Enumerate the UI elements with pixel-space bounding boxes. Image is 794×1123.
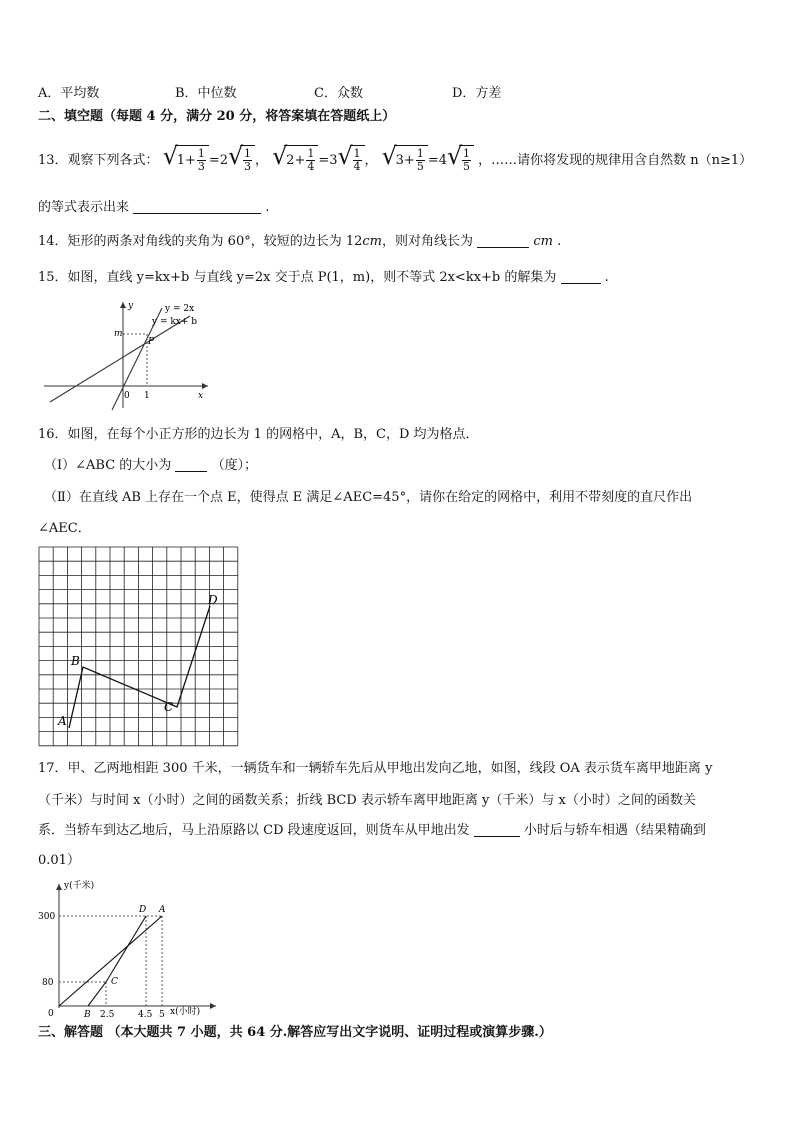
label-0: 0	[48, 1009, 54, 1019]
grid-label-c: C	[164, 700, 174, 714]
q17-answer-blank[interactable]	[474, 822, 520, 837]
q13-formula-2b: √ $\frac{1}{4}$	[338, 145, 365, 176]
label-y2x: y = 2x	[165, 304, 195, 314]
q14-text: 14．矩形的两条对角线的夹角为 60°，较短的边长为 12	[38, 234, 363, 249]
option-a: A．平均数	[38, 86, 100, 101]
label-y: y(千米)	[64, 881, 95, 891]
q17-line3b: 小时后与轿车相遇（结果精确到	[523, 823, 706, 838]
q17-line1: 17．甲、乙两地相距 300 千米，一辆货车和一辆轿车先后从甲地出发向乙地，如图，线段 OA 表示货车离甲地距离 y	[38, 761, 713, 776]
q14-end: .	[557, 234, 562, 249]
segment-oa	[59, 916, 162, 1006]
segment-bcd	[88, 916, 146, 1006]
label-d: D	[139, 905, 147, 915]
label-1: 1	[144, 391, 150, 401]
q13-formula-1: √ 1+ $\frac{1}{3}$	[163, 145, 209, 176]
q15-graph	[40, 298, 220, 413]
grid-label-d: D	[208, 593, 218, 607]
q17-line4: 0.01）	[38, 853, 80, 868]
q15-text: 15．如图，直线 y=kx+b 与直线 y=2x 交于点 P(1，m)，则不等式 2x<kx+b 的解集为	[38, 270, 557, 285]
section2-title: 二、填空题（每题 4 分，满分 20 分，将答案填在答题纸上）	[38, 109, 396, 124]
option-c: C．众数	[314, 86, 363, 101]
label-25: 2.5	[100, 1010, 115, 1020]
x-axis-arrow	[202, 383, 208, 389]
option-d: D．方差	[452, 86, 502, 101]
q13-end: .	[265, 200, 270, 215]
q17-line2: （千米）与时间 x（小时）之间的函数关系；折线 BCD 表示轿车离甲地距离 y（千米）与 x（小时）之间的函数关	[38, 793, 696, 808]
q14-unit: cm	[362, 234, 383, 249]
label-x: x(小时)	[170, 1007, 201, 1017]
label-a: A	[159, 905, 166, 915]
q16-line1: 16．如图，在每个小正方形的边长为 1 的网格中，A，B，C，D 均为格点．	[38, 427, 479, 442]
q16-grid	[36, 545, 242, 749]
q16-part2: （Ⅱ）在直线 AB 上存在一个点 E，使得点 E 满足∠AEC=45°，请你在给定的网格中，利用不带刻度的直尺作出	[44, 490, 693, 505]
q13-prefix: 13．观察下列各式：	[38, 153, 159, 168]
label-m: m	[114, 329, 123, 339]
q14-line	[38, 233, 561, 251]
q15-line	[38, 269, 609, 287]
q13-formula-3: √ 3+ $\frac{1}{5}$	[382, 145, 428, 176]
q16-part1-text: （Ⅰ）∠ABC 的大小为	[44, 458, 172, 473]
q14-answer-blank[interactable]	[477, 233, 529, 248]
label-5: 5	[159, 1010, 165, 1020]
q13-suffix: ，……请你将发现的规律用含自然数 n（n≥1）	[478, 153, 753, 168]
y-axis-arrow	[120, 302, 126, 308]
q17-line3a: 系．当轿车到达乙地后，马上沿原路以 CD 段速度返回，则货车从甲地出发	[38, 823, 470, 838]
q15-end: .	[604, 270, 609, 285]
grid-lines	[39, 547, 238, 746]
segment-abcd	[69, 606, 210, 728]
label-kxb: y = kx+ b	[152, 317, 198, 327]
q13-line2	[38, 199, 269, 217]
q17-line3	[38, 822, 706, 840]
grid-label-b: B	[71, 654, 80, 668]
y-axis-arrow	[56, 884, 62, 890]
grid-label-a: A	[58, 714, 67, 728]
label-b: B	[84, 1010, 91, 1020]
q13-line2-text: 的等式表示出来	[38, 200, 130, 215]
q13-formula-1b: √ $\frac{1}{3}$	[228, 145, 255, 176]
q16-part2b: ∠AEC．	[38, 521, 91, 536]
q13-answer-blank[interactable]	[133, 199, 261, 214]
q16-part1-end: （度）；	[211, 458, 258, 473]
label-c: C	[111, 977, 118, 987]
label-0: 0	[124, 391, 130, 401]
label-80: 80	[42, 978, 54, 988]
label-x: x	[198, 391, 204, 401]
label-p: P	[148, 337, 155, 347]
q17-graph	[36, 876, 226, 1022]
section3-title: 三、解答题 （本大题共 7 小题，共 64 分.解答应写出文字说明、证明过程或演算步骤.）	[38, 1025, 552, 1040]
label-300: 300	[38, 912, 56, 922]
q14-unit2: cm	[533, 234, 553, 249]
q13-formula-3b: √ $\frac{1}{5}$	[447, 145, 474, 176]
q16-part1	[44, 457, 257, 475]
q16-answer-blank[interactable]	[175, 457, 207, 472]
label-45: 4.5	[138, 1010, 153, 1020]
x-axis-arrow	[210, 1003, 216, 1009]
q13-formula-2: √ 2+ $\frac{1}{4}$	[272, 145, 318, 176]
q15-answer-blank[interactable]	[561, 269, 601, 284]
q13-line1: 13．观察下列各式： √ 1+ $\frac{1}{3}$ =2 √ $\frac{1}{3}$ ， √ 2+ $\frac{1}{4}$ =3 √ $\frac{1}{4}$ ， √ 3+ $\frac{1}{5}$ =4 √ $\frac{1}{5}$ ，……请你将发现的规律用含自然数 n（n≥1）	[38, 145, 752, 176]
q14-text2: ，则对角线长为	[382, 234, 474, 249]
option-b: B．中位数	[175, 86, 237, 101]
label-y: y	[128, 301, 134, 311]
